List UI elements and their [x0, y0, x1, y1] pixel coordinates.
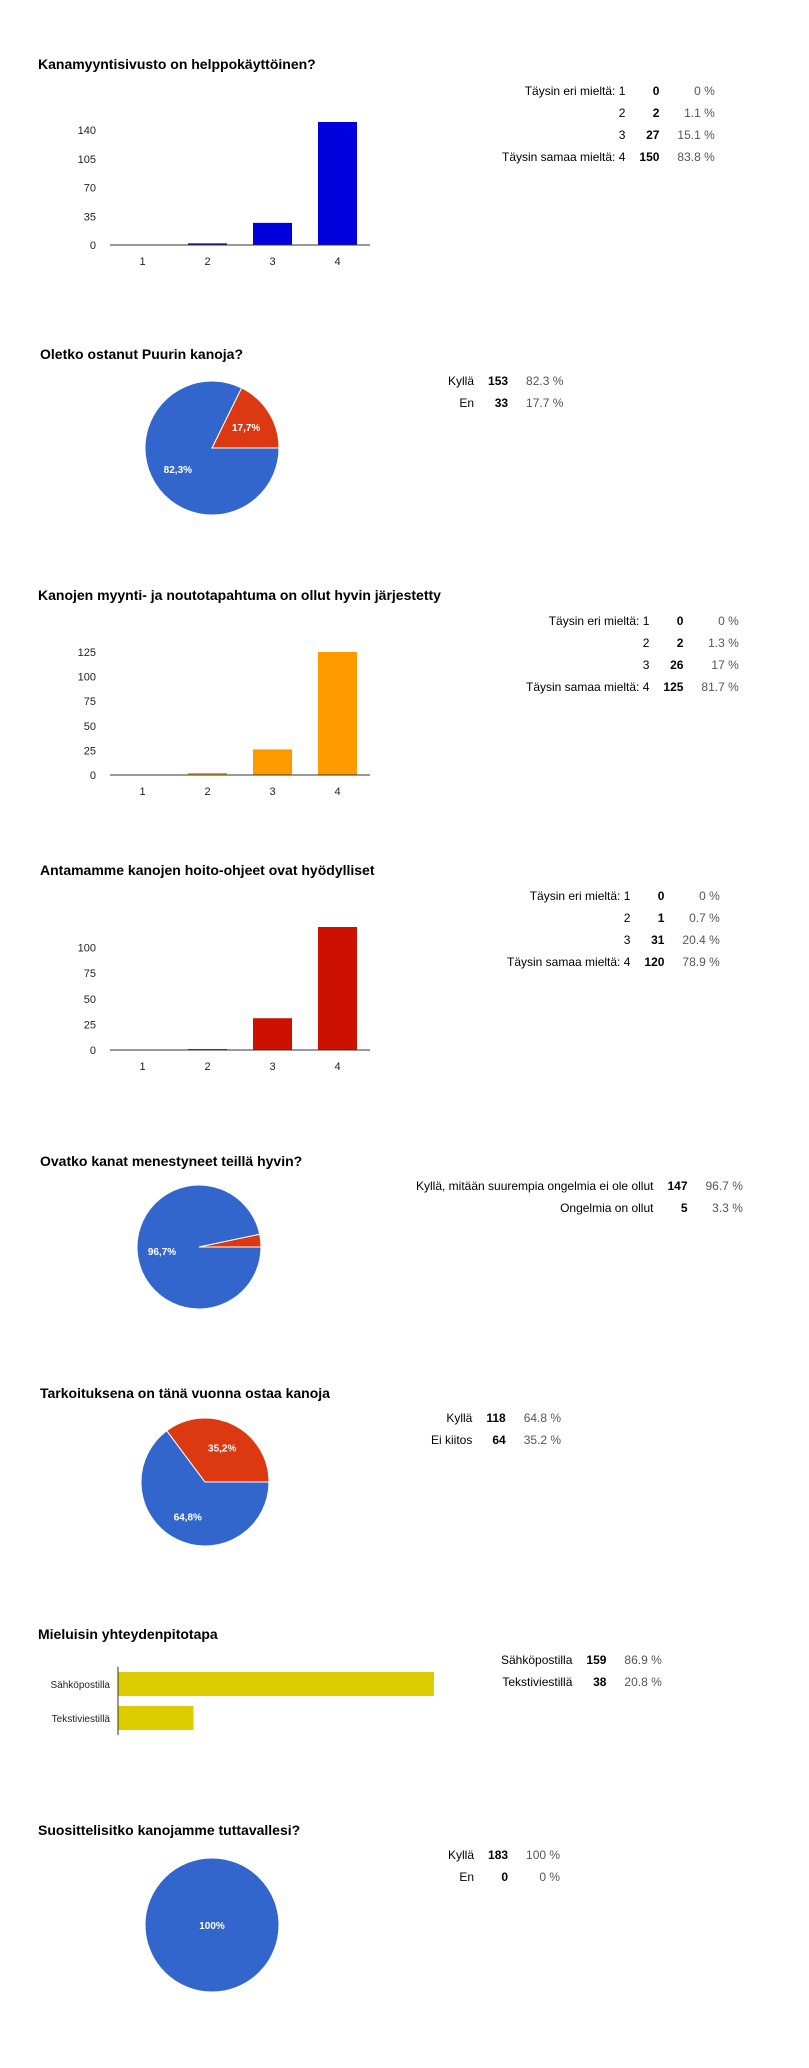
summary-label: Täysin eri mieltä: 1: [524, 84, 626, 98]
x-tick-label: 2: [204, 1061, 211, 1073]
y-tick-label: 25: [83, 745, 96, 758]
summary-percent: 20.8 %: [624, 1675, 662, 1689]
summary-row: [503, 951, 724, 973]
pie-slice-label: 100%: [199, 1921, 225, 1932]
question-6-pie-chart: [135, 1412, 275, 1552]
y-tick-label: 0: [89, 1045, 96, 1057]
y-tick-label: 140: [77, 125, 96, 138]
summary-percent: 0 %: [718, 614, 739, 628]
summary-count: 120: [644, 955, 665, 969]
y-tick-label: 70: [83, 182, 96, 195]
bar: [118, 1672, 434, 1696]
summary-label: En: [459, 1870, 475, 1884]
summary-count: 0: [652, 84, 660, 98]
summary-percent: 86.9 %: [624, 1653, 662, 1667]
summary-row: [522, 654, 743, 676]
y-tick-label: 105: [77, 153, 96, 166]
y-tick-label: 50: [83, 720, 96, 733]
summary-label: Kyllä: [446, 1411, 473, 1425]
summary-count: 147: [667, 1179, 688, 1193]
summary-percent: 78.9 %: [682, 955, 720, 969]
summary-count: 26: [670, 658, 684, 672]
x-tick-label: 4: [334, 256, 341, 268]
question-4-bar-chart: [40, 905, 400, 1085]
summary-count: 183: [488, 1848, 509, 1862]
summary-percent: 96.7 %: [705, 1179, 743, 1193]
summary-row: [427, 1429, 565, 1451]
bar: [253, 1018, 292, 1050]
pie-slice-label: 82,3%: [163, 465, 193, 477]
y-tick-label: 100: [77, 671, 96, 684]
summary-percent: 82.3 %: [526, 374, 564, 388]
summary-count: 27: [646, 128, 660, 142]
question-7-summary: [497, 1649, 666, 1693]
summary-row: [444, 392, 567, 414]
question-3-bar-chart: [40, 630, 400, 810]
summary-label: Täysin eri mieltä: 1: [529, 889, 631, 903]
summary-count: 118: [486, 1411, 506, 1425]
x-tick-label: 1: [139, 1061, 146, 1073]
summary-count: 5: [680, 1201, 688, 1215]
y-tick-label: 25: [83, 1019, 96, 1032]
summary-label: Sähköpostilla: [501, 1653, 573, 1667]
question-2-summary: [444, 370, 567, 414]
summary-percent: 1.3 %: [708, 636, 739, 650]
question-8-title: Suosittelisitko kanojamme tuttavallesi?: [38, 1822, 301, 1838]
summary-row: [412, 1197, 747, 1219]
summary-count: 0: [657, 889, 665, 903]
y-tick-label: 50: [83, 993, 96, 1006]
x-tick-label: 3: [269, 1061, 276, 1073]
question-2-title: Oletko ostanut Puurin kanoja?: [40, 346, 244, 362]
summary-percent: 17.7 %: [526, 396, 564, 410]
summary-percent: 0 %: [539, 1870, 561, 1884]
bar: [318, 122, 357, 245]
y-tick-label: 75: [83, 696, 96, 709]
summary-percent: 20.4 %: [682, 933, 720, 947]
y-tick-label: 35: [83, 211, 96, 224]
question-5-pie-chart: [129, 1177, 269, 1317]
x-tick-label: 4: [334, 786, 341, 798]
summary-percent: 64.8 %: [523, 1411, 562, 1425]
summary-row: [497, 1649, 666, 1671]
y-tick-label: 0: [89, 240, 96, 252]
summary-row: [412, 1175, 747, 1197]
summary-label: Täysin eri mieltä: 1: [548, 614, 650, 628]
bar: [318, 927, 357, 1050]
summary-row: [503, 907, 724, 929]
summary-count: 33: [494, 396, 509, 410]
x-tick-label: 3: [269, 786, 276, 798]
summary-label: Ei kiitos: [431, 1433, 473, 1447]
question-4-title: Antamamme kanojen hoito-ohjeet ovat hyödylliset: [40, 862, 375, 878]
question-2-pie-chart: [137, 373, 287, 523]
x-tick-label: 2: [204, 256, 211, 268]
summary-count: 38: [593, 1675, 607, 1689]
summary-count: 159: [586, 1653, 607, 1667]
summary-label: 3: [642, 658, 650, 672]
summary-row: [498, 80, 719, 102]
x-tick-label: 1: [139, 256, 146, 268]
question-1-summary: [498, 80, 719, 168]
summary-percent: 100 %: [526, 1848, 561, 1862]
summary-count: 0: [501, 1870, 509, 1884]
summary-percent: 81.7 %: [701, 680, 739, 694]
question-7-title: Mieluisin yhteydenpitotapa: [38, 1626, 218, 1642]
bar: [253, 223, 292, 245]
summary-label: Täysin samaa mieltä: 4: [526, 680, 650, 694]
summary-row: [444, 1844, 564, 1866]
summary-row: [444, 370, 567, 392]
bar: [253, 749, 292, 775]
summary-label: En: [459, 396, 475, 410]
question-8-summary: [444, 1844, 564, 1888]
question-1-bar-chart: [40, 100, 400, 280]
question-3-title: Kanojen myynti- ja noutotapahtuma on ollut hyvin järjestetty: [38, 587, 441, 603]
pie-slice-label: 96,7%: [147, 1246, 177, 1258]
summary-count: 1: [657, 911, 665, 925]
pie-slice-label: 64,8%: [173, 1512, 202, 1524]
summary-label: Tekstiviestillä: [502, 1675, 573, 1689]
question-8-pie-chart: [137, 1850, 287, 2000]
summary-count: 150: [639, 150, 660, 164]
summary-count: 2: [676, 636, 684, 650]
summary-row: [522, 676, 743, 698]
question-6-summary: [427, 1407, 565, 1451]
summary-percent: 1.1 %: [684, 106, 715, 120]
y-tick-label: 75: [83, 968, 96, 981]
summary-count: 2: [652, 106, 660, 120]
summary-count: 31: [651, 933, 665, 947]
question-3-summary: [522, 610, 743, 698]
summary-label: 3: [618, 128, 626, 142]
summary-percent: 0 %: [699, 889, 720, 903]
question-5-title: Ovatko kanat menestyneet teillä hyvin?: [40, 1153, 303, 1169]
summary-label: 2: [623, 911, 631, 925]
summary-label: Täysin samaa mieltä: 4: [502, 150, 626, 164]
summary-label: Kyllä: [448, 374, 475, 388]
summary-count: 0: [676, 614, 684, 628]
y-tick-label: 100: [77, 942, 96, 955]
y-category-label: Tekstiviestillä: [51, 1714, 110, 1725]
summary-percent: 83.8 %: [677, 150, 715, 164]
summary-percent: 0 %: [694, 84, 715, 98]
x-tick-label: 4: [334, 1061, 341, 1073]
question-6-title: Tarkoituksena on tänä vuonna ostaa kanoja: [40, 1385, 330, 1401]
question-4-summary: [503, 885, 724, 973]
question-1-title: Kanamyyntisivusto on helppokäyttöinen?: [38, 56, 316, 72]
x-tick-label: 3: [269, 256, 276, 268]
bar: [318, 652, 357, 775]
summary-row: [498, 124, 719, 146]
summary-row: [497, 1671, 666, 1693]
summary-label: 2: [618, 106, 626, 120]
x-tick-label: 2: [204, 786, 211, 798]
summary-label: Kyllä, mitään suurempia ongelmia ei ole ollut: [416, 1179, 654, 1193]
summary-row: [498, 146, 719, 168]
summary-row: [522, 632, 743, 654]
summary-row: [498, 102, 719, 124]
y-tick-label: 0: [89, 770, 96, 782]
bar: [118, 1706, 194, 1730]
summary-label: Täysin samaa mieltä: 4: [507, 955, 631, 969]
summary-label: Ongelmia on ollut: [560, 1201, 654, 1215]
summary-percent: 15.1 %: [677, 128, 715, 142]
summary-label: Kyllä: [448, 1848, 475, 1862]
summary-row: [427, 1407, 565, 1429]
question-7-horizontal-bar-chart: [40, 1657, 460, 1737]
summary-row: [503, 885, 724, 907]
summary-count: 125: [663, 680, 684, 694]
summary-percent: 35.2 %: [523, 1433, 562, 1447]
summary-row: [444, 1866, 564, 1888]
x-tick-label: 1: [139, 786, 146, 798]
summary-label: 2: [642, 636, 650, 650]
summary-percent: 0.7 %: [689, 911, 720, 925]
pie-slice-label: 35,2%: [208, 1443, 237, 1455]
summary-label: 3: [623, 933, 631, 947]
summary-row: [522, 610, 743, 632]
pie-slice-label: 17,7%: [231, 422, 261, 434]
summary-count: 153: [488, 374, 509, 388]
summary-percent: 3.3 %: [712, 1201, 743, 1215]
y-category-label: Sähköpostilla: [50, 1680, 110, 1691]
summary-row: [503, 929, 724, 951]
summary-count: 64: [492, 1433, 506, 1447]
question-5-summary: [412, 1175, 747, 1219]
y-tick-label: 125: [77, 647, 96, 659]
summary-percent: 17 %: [711, 658, 739, 672]
